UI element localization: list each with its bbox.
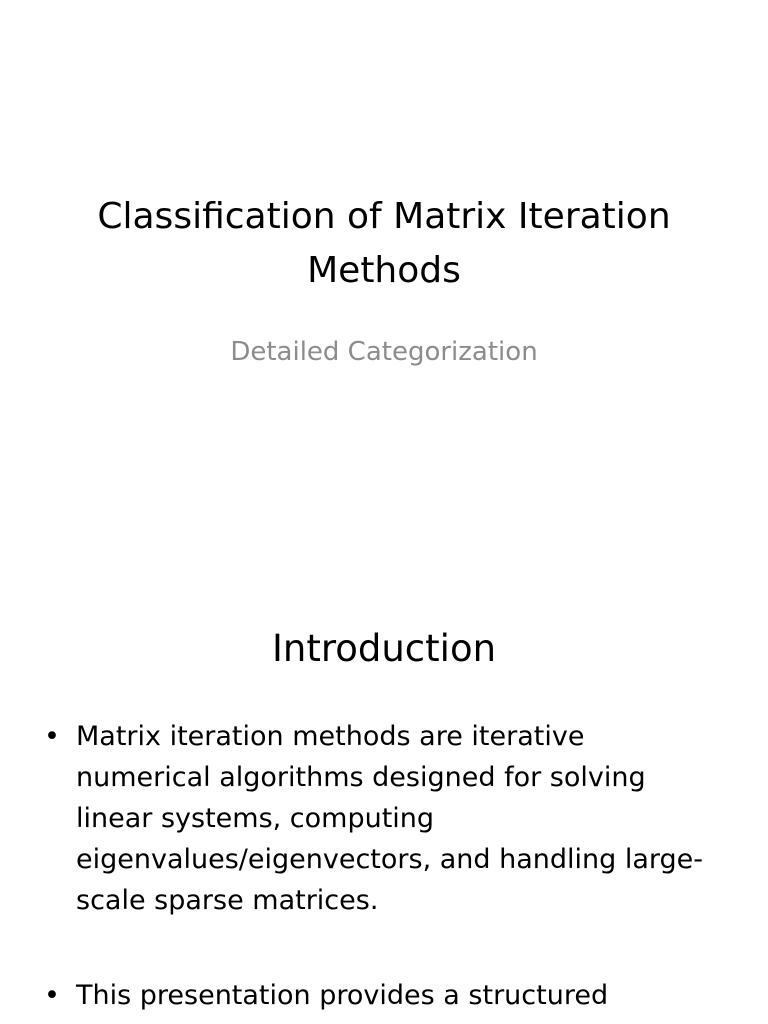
introduction-slide [0, 576, 768, 1024]
bullet-icon: • [44, 721, 60, 752]
bullet-text: Matrix iteration methods are iterative numerical algorithms designed for solving linear systems, computing eigenvalues/eigenvectors, and handling large-scale sparse matrices. [76, 721, 704, 916]
bullet-item [0, 975, 768, 1016]
bullet-text: This presentation provides a structured [76, 980, 609, 1011]
slide-title: Introduction [271, 627, 497, 670]
bullet-icon: • [44, 980, 60, 1011]
bullet-item [0, 716, 768, 921]
presentation-subtitle: Detailed Categorization [230, 337, 538, 367]
presentation-title: Classification of Matrix Iteration Methods [97, 196, 671, 291]
bullet-list [0, 716, 768, 1024]
